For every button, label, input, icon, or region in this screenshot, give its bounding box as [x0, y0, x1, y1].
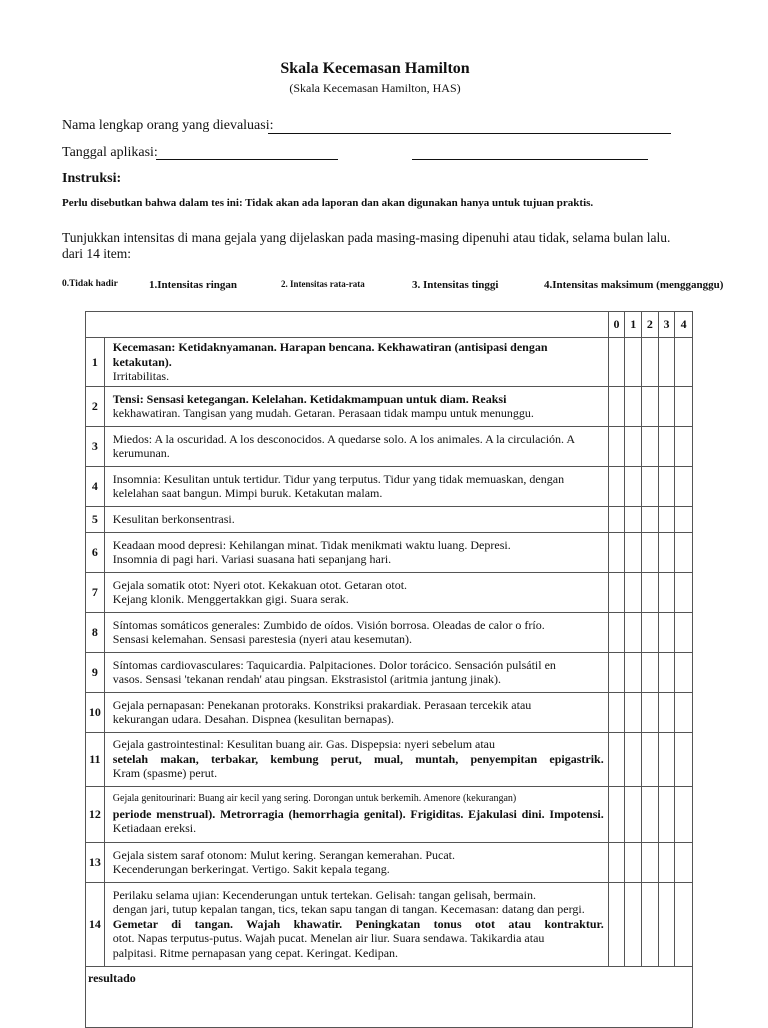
- table-row: [86, 466, 693, 506]
- score-cell[interactable]: [625, 732, 642, 786]
- score-cell[interactable]: [658, 692, 675, 732]
- instruction-line-1: Tunjukkan intensitas di mana gejala yang dijelaskan pada masing-masing dipenuhi atau tidak, selama bulan lalu.: [62, 230, 671, 245]
- score-cell[interactable]: [642, 882, 659, 966]
- item-number: 6: [86, 532, 105, 572]
- table-row: [86, 338, 693, 387]
- item-line: Gemetar di tangan. Wajah khawatir. Peningkatan tonus otot atau kontraktur.: [112, 916, 604, 931]
- item-number: 4: [86, 466, 105, 506]
- scale-3: 3. Intensitas tinggi: [412, 279, 499, 291]
- table-row: [86, 506, 693, 532]
- item-number: 10: [86, 692, 105, 732]
- score-cell[interactable]: [608, 338, 625, 387]
- score-cell[interactable]: [608, 506, 625, 532]
- score-cell[interactable]: [675, 882, 693, 966]
- scale-2: 2. Intensitas rata-rata: [281, 279, 365, 289]
- item-description: [104, 386, 608, 426]
- score-cell[interactable]: [608, 532, 625, 572]
- item-line: Kram (spasme) perut.: [112, 766, 218, 781]
- score-cell[interactable]: [642, 338, 659, 387]
- item-line: setelah makan, terbakar, kembung perut, mual, muntah, penyempitan epigastrik.: [112, 751, 604, 766]
- score-cell[interactable]: [625, 426, 642, 466]
- item-line: Kecemasan: Ketidaknyamanan. Harapan bencana. Kekhawatiran (antisipasi dengan ketakutan).: [112, 340, 548, 369]
- item-line: Síntomas cardiovasculares: Taquicardia. Palpitaciones. Dolor torácico. Sensación pulsátil en: [112, 657, 556, 672]
- table-row: [86, 532, 693, 572]
- score-cell[interactable]: [608, 466, 625, 506]
- item-line: Kesulitan berkonsentrasi.: [112, 511, 235, 526]
- score-cell[interactable]: [608, 692, 625, 732]
- date-label: Tanggal aplikasi:: [62, 145, 158, 160]
- item-line: kerumunan.: [112, 446, 170, 460]
- score-cell[interactable]: [608, 652, 625, 692]
- item-line: Gejala genitourinari: Buang air kecil yang sering. Dorongan untuk berkemih. Amenore (kekurangan): [112, 793, 517, 805]
- score-cell[interactable]: [675, 732, 693, 786]
- result-label: resultado: [86, 966, 693, 1027]
- score-cell[interactable]: [675, 506, 693, 532]
- item-description: [104, 652, 608, 692]
- item-description: [104, 426, 608, 466]
- score-header-0: 0: [608, 312, 625, 338]
- item-line: dengan jari, tutup kepalan tangan, tics, tekan sapu tangan di tangan. Kecemasan: datang dan pergi.: [112, 902, 585, 917]
- item-description: [104, 732, 608, 786]
- score-cell[interactable]: [608, 426, 625, 466]
- item-line: Gejala pernapasan: Penekanan protoraks. Konstriksi prakardiak. Perasaan tercekik atau: [112, 697, 532, 712]
- score-cell[interactable]: [675, 466, 693, 506]
- score-cell[interactable]: [658, 386, 675, 426]
- score-cell[interactable]: [642, 386, 659, 426]
- item-description: [104, 692, 608, 732]
- item-line: vasos. Sensasi 'tekanan rendah' atau pingsan. Ekstrasistol (aritmia jantung jinak).: [112, 672, 502, 686]
- score-cell[interactable]: [642, 732, 659, 786]
- score-cell[interactable]: [675, 338, 693, 387]
- item-line: Ketiadaan ereksi.: [112, 821, 197, 836]
- item-description: [104, 786, 608, 842]
- item-line: kelelahan saat bangun. Mimpi buruk. Ketakutan malam.: [112, 486, 383, 500]
- item-number: 2: [86, 386, 105, 426]
- scale-1: 1.Intensitas ringan: [149, 279, 238, 291]
- score-cell[interactable]: [675, 786, 693, 842]
- table-row: [86, 386, 693, 426]
- item-line: Irritabilitas.: [112, 369, 170, 383]
- item-description: [104, 338, 608, 387]
- score-cell[interactable]: [608, 612, 625, 652]
- score-header-4: 4: [675, 312, 693, 338]
- score-cell[interactable]: [642, 692, 659, 732]
- score-cell[interactable]: [658, 732, 675, 786]
- item-number: 12: [86, 786, 105, 842]
- score-cell[interactable]: [658, 786, 675, 842]
- score-cell[interactable]: [642, 652, 659, 692]
- item-number: 9: [86, 652, 105, 692]
- table-row: [86, 426, 693, 466]
- instructions-heading: Instruksi:: [62, 171, 122, 186]
- score-cell[interactable]: [658, 466, 675, 506]
- item-line: Sensasi kelemahan. Sensasi parestesia (nyeri atau kesemutan).: [112, 632, 413, 646]
- name-label: Nama lengkap orang yang dievaluasi:: [62, 118, 274, 133]
- item-line: Tensi: Sensasi ketegangan. Kelelahan. Ketidakmampuan untuk diam. Reaksi: [112, 391, 507, 406]
- item-line: Gejala somatik otot: Nyeri otot. Kekakuan otot. Getaran otot.: [112, 577, 408, 592]
- score-cell[interactable]: [608, 786, 625, 842]
- result-row: [86, 966, 693, 1027]
- instruction-line-2: dari 14 item:: [62, 246, 131, 261]
- score-cell[interactable]: [675, 692, 693, 732]
- page-subtitle: (Skala Kecemasan Hamilton, HAS): [289, 81, 461, 95]
- assessment-table: [85, 311, 693, 1028]
- score-cell[interactable]: [658, 652, 675, 692]
- item-line: periode menstrual). Metrorragia (hemorrhagia genital). Frigiditas. Ejakulasi dini. Impotensi.: [112, 806, 604, 821]
- item-number: 3: [86, 426, 105, 466]
- score-cell[interactable]: [625, 572, 642, 612]
- item-number: 11: [86, 732, 105, 786]
- item-line: Miedos: A la oscuridad. A los desconocidos. A quedarse solo. A los animales. A la circulación. A: [112, 431, 576, 446]
- item-line: kekurangan udara. Desahan. Dispnea (kesulitan bernapas).: [112, 712, 395, 726]
- item-line: Perilaku selama ujian: Kecenderungan untuk tertekan. Gelisah: tangan gelisah, bermain.: [112, 887, 536, 902]
- score-cell[interactable]: [675, 612, 693, 652]
- score-cell[interactable]: [608, 732, 625, 786]
- table-header-row: [86, 312, 693, 338]
- score-cell[interactable]: [658, 572, 675, 612]
- score-cell[interactable]: [625, 532, 642, 572]
- score-cell[interactable]: [625, 842, 642, 882]
- table-row: [86, 572, 693, 612]
- item-line: Gejala gastrointestinal: Kesulitan buang air. Gas. Dispepsia: nyeri sebelum atau: [112, 737, 496, 752]
- score-cell[interactable]: [625, 786, 642, 842]
- item-number: 14: [86, 882, 105, 966]
- score-cell[interactable]: [658, 532, 675, 572]
- item-description: [104, 842, 608, 882]
- item-number: 8: [86, 612, 105, 652]
- note-text: Perlu disebutkan bahwa dalam tes ini: Tidak akan ada laporan dan akan digunakan hanya untuk tujuan praktis.: [62, 197, 594, 209]
- score-cell[interactable]: [608, 572, 625, 612]
- score-cell[interactable]: [642, 572, 659, 612]
- score-header-1: 1: [625, 312, 642, 338]
- score-cell[interactable]: [625, 466, 642, 506]
- item-description: [104, 612, 608, 652]
- item-line: otot. Napas terputus-putus. Wajah pucat. Menelan air liur. Suara sendawa. Takikardia atau: [112, 931, 545, 946]
- table-row: [86, 842, 693, 882]
- table-row: [86, 612, 693, 652]
- score-cell[interactable]: [608, 882, 625, 966]
- score-cell[interactable]: [625, 386, 642, 426]
- score-cell[interactable]: [658, 426, 675, 466]
- page-title: Skala Kecemasan Hamilton: [280, 60, 470, 77]
- score-cell[interactable]: [625, 652, 642, 692]
- score-cell[interactable]: [642, 506, 659, 532]
- item-description: [104, 572, 608, 612]
- score-cell[interactable]: [675, 572, 693, 612]
- score-cell[interactable]: [642, 786, 659, 842]
- header-empty-cell: [86, 312, 609, 338]
- item-line: palpitasi. Ritme pernapasan yang cepat. Keringat. Kedipan.: [112, 945, 399, 960]
- table-row: [86, 786, 693, 842]
- table-row: [86, 882, 693, 966]
- score-cell[interactable]: [658, 506, 675, 532]
- score-cell[interactable]: [642, 842, 659, 882]
- item-line: Keadaan mood depresi: Kehilangan minat. Tidak menikmati waktu luang. Depresi.: [112, 537, 511, 552]
- score-cell[interactable]: [675, 426, 693, 466]
- scale-4: 4.Intensitas maksimum (mengganggu): [544, 279, 724, 291]
- date-field[interactable]: [156, 159, 338, 160]
- item-number: 5: [86, 506, 105, 532]
- score-cell[interactable]: [625, 692, 642, 732]
- item-line: kekhawatiran. Tangisan yang mudah. Getaran. Perasaan tidak mampu untuk menunggu.: [112, 406, 534, 420]
- score-cell[interactable]: [625, 338, 642, 387]
- score-cell[interactable]: [675, 532, 693, 572]
- item-description: [104, 466, 608, 506]
- item-description: [104, 532, 608, 572]
- table-row: [86, 652, 693, 692]
- score-header-3: 3: [658, 312, 675, 338]
- extra-field[interactable]: [412, 159, 648, 160]
- score-cell[interactable]: [658, 882, 675, 966]
- score-cell[interactable]: [675, 842, 693, 882]
- item-line: Kejang klonik. Menggertakkan gigi. Suara serak.: [112, 592, 349, 606]
- score-cell[interactable]: [642, 426, 659, 466]
- item-line: Gejala sistem saraf otonom: Mulut kering. Serangan kemerahan. Pucat.: [112, 847, 456, 862]
- score-header-2: 2: [642, 312, 659, 338]
- score-cell[interactable]: [642, 532, 659, 572]
- score-cell[interactable]: [625, 506, 642, 532]
- score-cell[interactable]: [675, 386, 693, 426]
- item-description: [104, 882, 608, 966]
- score-cell[interactable]: [642, 612, 659, 652]
- item-description: [104, 506, 608, 532]
- item-line: Síntomas somáticos generales: Zumbido de oídos. Visión borrosa. Oleadas de calor o frío.: [112, 617, 545, 632]
- item-line: Insomnia: Kesulitan untuk tertidur. Tidur yang terputus. Tidur yang tidak memuaskan, dengan: [112, 471, 565, 486]
- score-cell[interactable]: [608, 842, 625, 882]
- scale-0: 0.Tidak hadir: [62, 279, 118, 289]
- score-cell[interactable]: [625, 612, 642, 652]
- table-row: [86, 732, 693, 786]
- name-field[interactable]: [268, 133, 671, 134]
- item-number: 13: [86, 842, 105, 882]
- item-line: Kecenderungan berkeringat. Vertigo. Sakit kepala tegang.: [112, 862, 390, 876]
- score-cell[interactable]: [658, 338, 675, 387]
- table-row: [86, 692, 693, 732]
- item-line: Insomnia di pagi hari. Variasi suasana hati sepanjang hari.: [112, 552, 392, 566]
- item-number: 7: [86, 572, 105, 612]
- score-cell[interactable]: [675, 652, 693, 692]
- score-cell[interactable]: [658, 612, 675, 652]
- score-cell[interactable]: [608, 386, 625, 426]
- score-cell[interactable]: [658, 842, 675, 882]
- score-cell[interactable]: [625, 882, 642, 966]
- score-cell[interactable]: [642, 466, 659, 506]
- item-number: 1: [86, 338, 105, 387]
